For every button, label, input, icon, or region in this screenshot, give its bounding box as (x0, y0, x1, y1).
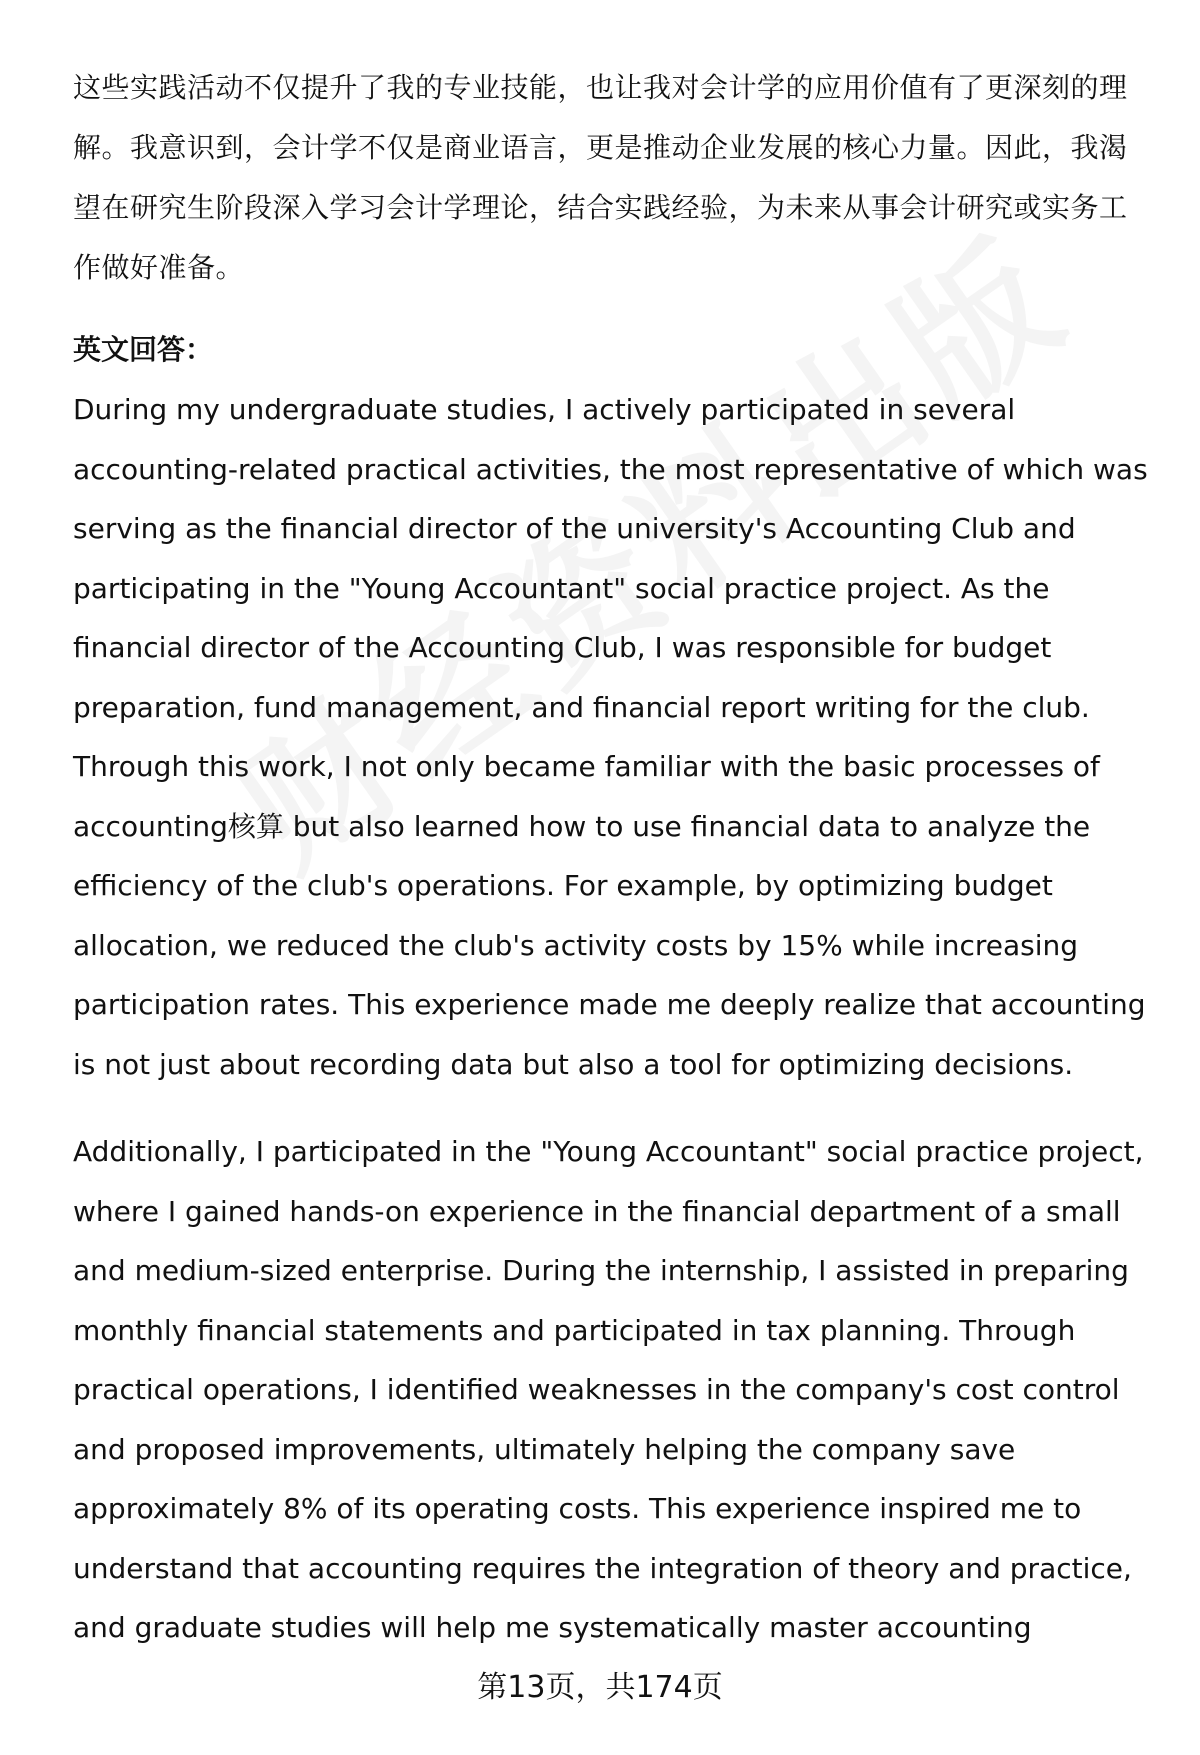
english-paragraph-2: Additionally, I participated in the "Young Accountant" social practice project, where I gained hands-on experience in the financial department of a small and medium-sized enterprise. During the internship, I assisted in preparing monthly financial statements and participated in tax planning. Through practical operations, I identified weaknesses in the company's cost control and proposed improvements, ultimately helping the company save approximately 8% of its operating costs. This experience inspired me to understand that accounting requires the integration of theory and practice, and graduate studies will help me systematically master accounting (73, 1135, 1144, 1644)
english-answer-heading: 英文回答： (73, 333, 214, 366)
english-paragraph-1: During my undergraduate studies, I actively participated in several accounting-related practical activities, the most representative of which was serving as the financial director of the university's Accounting Club and participating in the "Young Accountant" social practice project. As the financial director of the Accounting Club, I was responsible for budget preparation, fund management, and financial report writing for the club. Through this work, I not only became familiar with the basic processes of accounting核算 but also learned how to use financial data to analyze the efficiency of the club's operations. For example, by optimizing budget allocation, we reduced the club's activity costs by 15% while increasing participation rates. This experience made me deeply realize that accounting is not just about recording data but also a tool for optimizing decisions. (73, 393, 1148, 1081)
document-body (73, 58, 1151, 1658)
chinese-paragraph: 这些实践活动不仅提升了我的专业技能，也让我对会计学的应用价值有了更深刻的理解。我意识到，会计学不仅是商业语言，更是推动企业发展的核心力量。因此，我渴望在研究生阶段深入学习会计学理论，结合实践经验，为未来从事会计研究或实务工作做好准备。 (73, 71, 1128, 284)
page-footer: 第13页，共174页 (477, 1670, 723, 1705)
